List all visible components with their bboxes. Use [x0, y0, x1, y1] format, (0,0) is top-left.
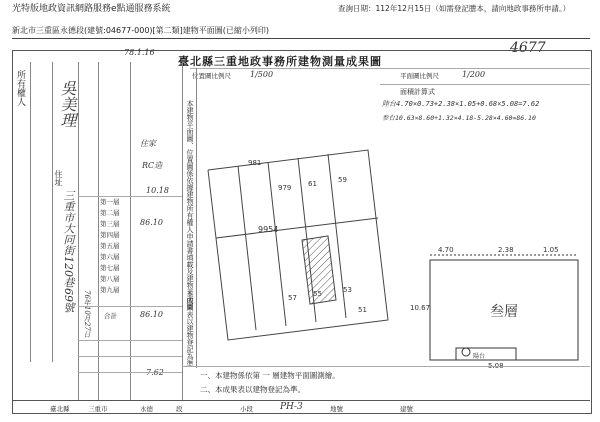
survey-date: 76年10月27日	[83, 290, 91, 338]
use-value: 住家	[140, 139, 156, 148]
floor-label-2: 第二層	[100, 209, 120, 217]
area-calc-heading: 面積計算式	[400, 88, 435, 96]
left-col-line-1	[30, 62, 31, 362]
bottom-strip-line	[12, 400, 590, 401]
floor-label-9: 第九層	[100, 286, 120, 294]
footer-note-1: 一、本建物係依第 一 層建物平面圖測繪。	[200, 371, 340, 380]
street-line	[216, 218, 378, 238]
floor-label-1: 第一層	[100, 198, 120, 206]
mid-strip-line	[196, 68, 197, 368]
lot-number-7: 53	[343, 286, 352, 294]
dim-1: 4.70	[438, 246, 454, 254]
bottom-lot-label: 地號	[330, 405, 343, 413]
dim-2: 2.38	[498, 246, 514, 254]
building-no-handwritten: 4677	[510, 40, 546, 56]
lot-number-8: 51	[358, 306, 367, 314]
balcony-label: 陽台	[473, 353, 486, 360]
lot-number-3: 61	[308, 180, 317, 188]
room-label: 叁層	[490, 304, 518, 320]
survey-plot	[198, 120, 588, 370]
floor-label-4: 第四層	[100, 231, 120, 239]
bottom-section-label: 段	[176, 405, 183, 413]
top-stamp: 78.1.16	[124, 48, 155, 57]
owner-name: 吳美理	[58, 80, 77, 128]
floor-label-6: 第六層	[100, 253, 120, 261]
formula-line-2: 参台10.63×8.60+1.32×4.18-5.28×4.60=86.10	[382, 114, 536, 122]
floor-plan-scale-value: 1/200	[462, 70, 486, 79]
footer-note-line	[182, 366, 590, 367]
left-col-line-6	[182, 62, 183, 400]
lot-number-1: 981	[248, 159, 262, 167]
address-value: 三重市大同街120巷69號	[62, 190, 75, 313]
left-row-line-1	[78, 196, 182, 197]
bottom-value: 7.62	[146, 368, 164, 377]
lot-line-1	[238, 166, 256, 330]
floor-label-5: 第五層	[100, 242, 120, 250]
system-title: 光特版地政資訊網路服務e點通服務系統	[12, 4, 171, 14]
bottom-lot-value: PH-3	[280, 402, 303, 412]
document-info: 新北市三重區永德段(建號:04677-000)[第二類]建物平面圖(已縮小列印)	[12, 26, 270, 35]
floor-plan-scale-label: 平面圖比例尺	[400, 72, 439, 80]
print-date: 查詢日期：112年12月15日（如需登記謄本，請向地政事務所申請。）	[338, 4, 571, 13]
calc-row-line	[380, 84, 590, 85]
left-vertical-note: 本建物平面圖、位置圖係依據建物所有權人申請書填載及建物平面圖	[186, 100, 194, 310]
left-row-line-4	[78, 356, 182, 357]
footer-note-2: 二、本成果表以建物登記為準。	[200, 385, 305, 394]
total-label: 合計	[104, 312, 117, 320]
left-row-line-3	[78, 340, 182, 341]
floor-label-list	[100, 198, 130, 297]
left-col-line-2	[52, 62, 53, 362]
stair-marker	[462, 348, 470, 356]
balcony-outline	[456, 348, 516, 360]
bottom-town: 三重市	[88, 405, 108, 413]
floor-label-3: 第三層	[100, 220, 120, 228]
lot-number-4: 59	[338, 176, 347, 184]
floor-label-8: 第八層	[100, 275, 120, 283]
scale-row-line	[190, 68, 590, 69]
location-scale-value: 1/500	[250, 70, 274, 79]
lot-number-5: 57	[288, 294, 297, 302]
total-value: 86.10	[140, 310, 163, 319]
lot-number-9: 9954	[258, 225, 279, 234]
dim-6: 10.67	[410, 304, 431, 312]
left-row-line-2	[78, 306, 182, 307]
left-col-line-5	[130, 62, 131, 400]
location-scale-label: 位置圖比例尺	[192, 72, 231, 80]
address-label: 住址	[54, 170, 63, 186]
floor-label-7: 第七層	[100, 264, 120, 272]
left-col-line-4	[98, 62, 99, 400]
left-row-line-5	[78, 372, 182, 373]
third-floor-area: 86.10	[140, 218, 163, 227]
bottom-subsection-label: 小段	[240, 405, 253, 413]
bottom-building-no-label: 建號	[400, 405, 413, 413]
formula-line-1: 陸台4.70×0.73+2.38×1.05+0.68×5.08=7.62	[382, 100, 540, 108]
mid-value: 10.18	[146, 186, 169, 195]
lot-number-2: 979	[278, 184, 292, 192]
structure-value: RC造	[142, 161, 163, 170]
right-vertical-note: 本成果表以建物登記為準	[186, 290, 194, 367]
dim-3: 1.05	[543, 246, 559, 254]
dim-5: 5.08	[488, 362, 504, 370]
header-divider	[12, 38, 590, 39]
lot-number-6: 55	[313, 290, 322, 298]
bottom-county: 臺北縣	[50, 405, 70, 413]
owner-label: 所有權人	[15, 70, 25, 106]
bottom-section-value: 永德	[140, 405, 153, 413]
form-title: 臺北縣三重地政事務所建物測量成果圖	[178, 55, 382, 68]
